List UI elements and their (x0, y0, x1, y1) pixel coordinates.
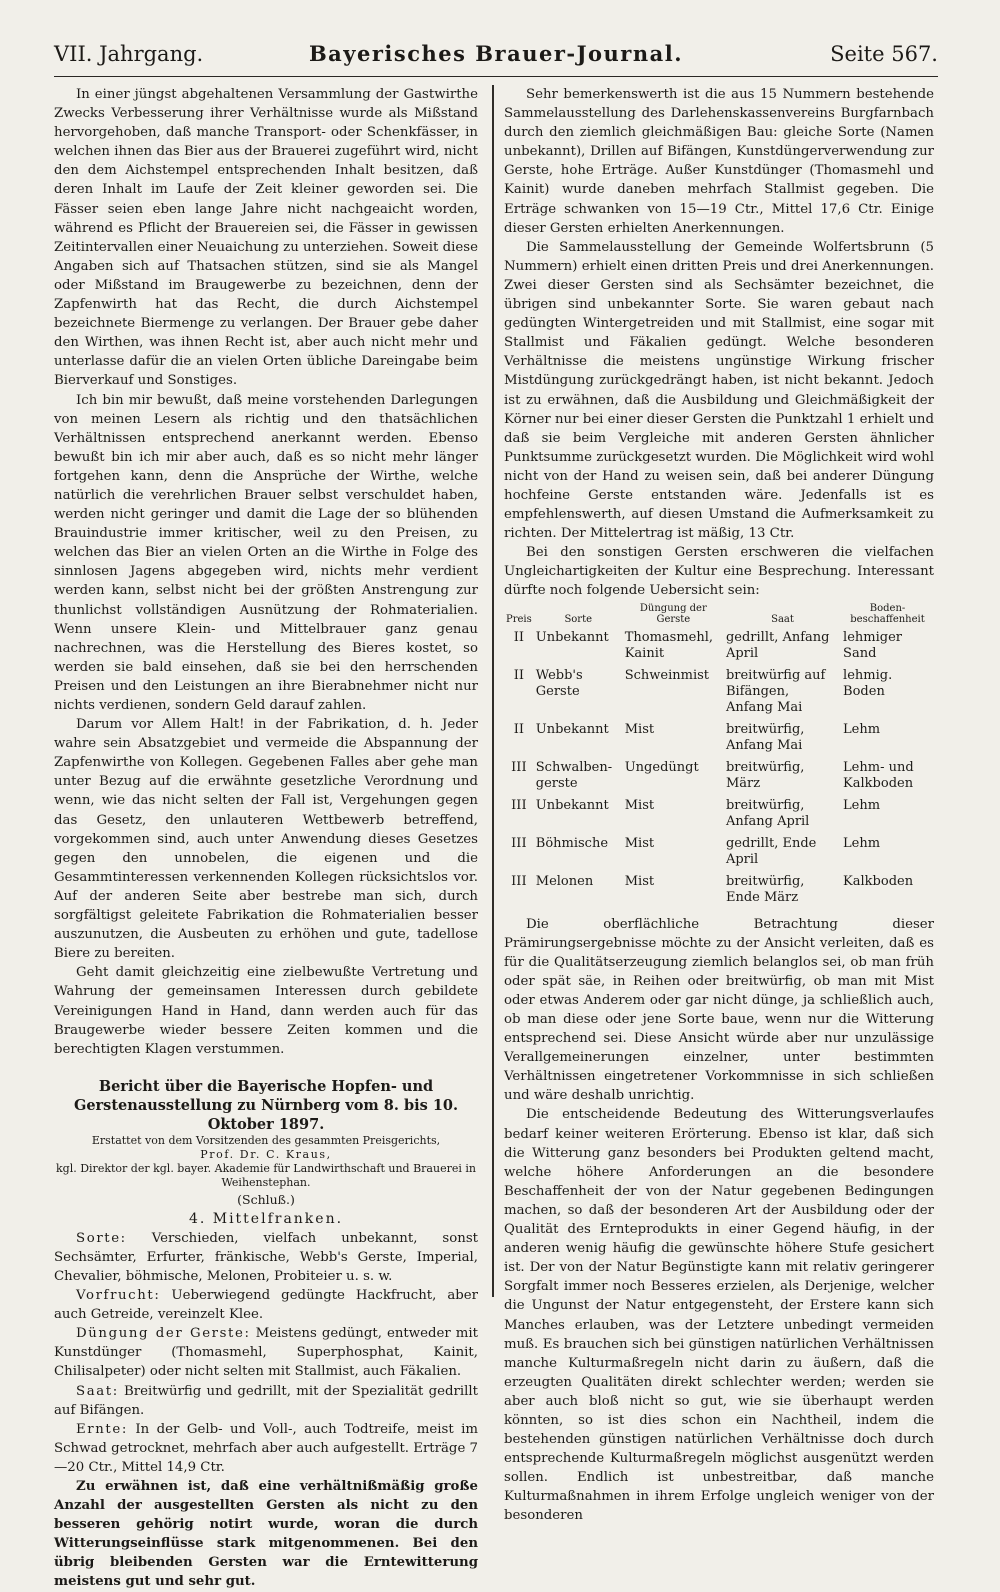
table-cell: Lehm (843, 721, 881, 737)
report-author-name: Prof. Dr. C. Kraus, (200, 1147, 332, 1161)
table-cell: II (513, 629, 525, 645)
table-cell: Unbekannt (535, 629, 609, 645)
left-column (54, 85, 486, 1590)
table-cell: Schwalben-gerste (535, 759, 613, 791)
table-cell: Thomasmehl, Kainit (624, 629, 714, 661)
table-row (504, 757, 934, 795)
table-cell: breitwürfig, Anfang April (725, 797, 810, 829)
column-header-sorte: Sorte (564, 613, 593, 625)
field-label: Vorfrucht: (76, 1288, 161, 1304)
paragraph: Bei den sonstigen Gersten erschweren die vielfachen Ungleichartigkeiten der Kultur eine Besprechung. Interessant dürfte noch folgende Uebersicht sein: (504, 545, 934, 599)
paragraph: Darum vor Allem Halt! in der Fabrikation, d. h. Jeder wahre sein Absatzgebiet und vermeide die Abspannung der Zapfenwirthe von Kollegen. Gegebenen Falles aber gehe man unter Bezug auf die erwähnte gesetzliche Verordnung und wenn, wie das nicht selten der Fall ist, Vergehungen gegen das Gesetz, den unlauteren Wettbewerb betreffend, vorgekommen sind, auch unter Anwendung dieses Gesetzes gegen den unnobelen, die eigenen und die Gesammtinteressen verkennenden Kollegen rücksichtslos vor. Auf der anderen Seite aber bestrebe man sich, durch sorgfältigst geleitete Fabrikation die Rohmaterialien besser auszunutzen, die Ausbeuten zu erhöhen und gute, tadellose Biere zu bereiten. (54, 717, 478, 962)
table-cell: Lehm- und Kalkboden (843, 759, 914, 791)
closing-paragraph: Zu erwähnen ist, daß eine verhältnißmäßig große Anzahl der ausgestellten Gersten als nicht zu den besseren gehörig notirt wurde, woran die durch Witterungseinflüsse stark mitgenommenen. Bei den übrig bleibenden Gersten war die Erntewitterung meistens gut und sehr gut. (54, 1479, 478, 1590)
page-header (54, 36, 938, 77)
table-cell: Mist (624, 721, 655, 737)
table-row (504, 871, 934, 909)
field-text: Meistens gedüngt, entweder mit Kunstdünger (Thomasmehl, Superphosphat, Kainit, Chilisalpeter) oder nicht selten mit Stallmist, auch Fäkalien. (54, 1326, 478, 1380)
table-cell: Lehm (843, 797, 881, 813)
column-header-preis: Preis (506, 613, 532, 625)
table-cell: Unbekannt (535, 797, 609, 813)
field-entry (54, 1286, 478, 1324)
right-column (500, 85, 934, 1524)
paragraph: Die oberflächliche Betrachtung dieser Prämirungsergebnisse möchte zu der Ansicht verleiten, daß es für die Qualitätserzeugung ziemlich belanglos sei, ob man früh oder spät säe, in Reihen oder breitwürfig, ob man mit Mist oder etwas Anderem oder gar nicht dünge, ja schließlich auch, ob man diese oder jene Sorte baue, wenn nur die Witterung entsprechend sei. Diese Ansicht würde aber nur unzulässige Verallgemeinerungen einzelner, unter bestimmten Verhältnissen eingetretener Vorkommnisse in sich schließen und wäre deshalb unrichtig. (504, 916, 934, 1104)
field-text: In der Gelb- und Voll-, auch Todtreife, meist im Schwad getrocknet, mehrfach aber auch aufgestellt. Erträge 7—20 Ctr., Mittel 14,9 Ctr. (54, 1421, 478, 1475)
table-cell: III (511, 759, 527, 775)
table-cell: breitwürfig, Anfang Mai (725, 721, 805, 753)
paragraph: Ich bin mir bewußt, daß meine vorstehenden Darlegungen von meinen Lesern als richtig und den thatsächlichen Verhältnissen entsprechend anerkannt werden. Ebenso bewußt bin ich mir aber auch, daß es so nicht mehr länger fortgehen kann, denn die Ansprüche der Wirthe, welche natürlich die verehrlichen Brauer selbst verschuldet haben, werden nicht geringer und damit die Lage der so blühenden Brauindustrie immer kritischer, weil zu den Preisen, zu welchen das Bier an vielen Orten an die Wirthe in Folge des sinnlosen Jagens abgegeben wird, nichts mehr verdient werden kann, selbst nicht bei der größten Anstrengung zur thunlichst vollständigen Ausnützung der Rohmaterialien. Wenn unsere Klein- und Mittelbrauer ganz genau nachrechnen, was die Herstellung des Bieres kostet, so werden sie bald einsehen, daß sie bei den herrschenden Preisen und den Leistungen an ihre Bierabnehmer nicht nur nichts verdienen, sondern Geld darauf zahlen. (54, 392, 478, 713)
table-cell: Lehm (843, 835, 881, 851)
section-heading: 4. Mittelfranken. (188, 1210, 344, 1227)
table-cell: II (513, 667, 525, 683)
table-cell: III (511, 873, 527, 889)
table-cell: Böhmische (535, 835, 609, 851)
table-cell: breitwürfig, Ende März (725, 873, 805, 905)
paragraph: Die entscheidende Bedeutung des Witterungsverlaufes bedarf keiner weiteren Erörterung. Ebenso ist klar, daß sich die Witterung ganz besonders bei Produkten geltend macht, welche höhere Anforderungen an die besondere Beschaffenheit der von der Natur gegebenen Bedingungen machen, so daß der besonderen Art der Ausbildung oder der Qualität des Ernteprodukts in einer Gegend häufig, in der anderen wenig häufig die gewünschte höhere Stufe gesichert ist. Der von der Natur Begünstigte kann mit relativ geringerer Sorgfalt immer noch Besseres erzielen, als Derjenige, welcher die Ungunst der Natur entgegensteht, der Erstere kann sich Manches erlauben, was der Letztere unbedingt vermeiden muß. Es brauchen sich bei günstigen natürlichen Verhältnissen manche Kulturmaßregeln nicht darin zu äußern, daß die erzeugten Qualitäten direkt schlechter werden; werden sie aber auch bloß nicht so gut, wie sie überhaupt werden könnten, so ist dies schon ein Nachtheil, indem die bestehenden günstigen natürlichen Verhältnisse doch durch entsprechende Kulturmaßregeln möglichst ausgenützt werden sollen. Endlich ist unbestreitbar, daß manche Kulturmaßnahmen in ihrem Erfolge ungleich weniger von der besonderen (504, 1107, 934, 1524)
field-entry (54, 1324, 478, 1381)
table-row (504, 833, 934, 871)
table-cell: gedrillt, Ende April (725, 835, 817, 867)
report-author-affiliation: kgl. Direktor der kgl. bayer. Akademie für Landwirthschaft und Brauerei in Weihenstephan. (56, 1161, 476, 1189)
table-cell: lehmiger Sand (843, 629, 902, 661)
table-cell: Kalkboden (843, 873, 914, 889)
field-entry (54, 1420, 478, 1477)
table-cell: lehmig. Boden (843, 667, 893, 699)
table-cell: Ungedüngt (624, 759, 699, 775)
column-header-duengung: Düngung der Gerste (639, 602, 707, 625)
table-cell: Melonen (535, 873, 594, 889)
barley-overview-table (504, 603, 934, 909)
field-label: Saat: (76, 1383, 119, 1399)
field-text: Ueberwiegend gedüngte Hackfrucht, aber auch Getreide, vereinzelt Klee. (54, 1288, 479, 1323)
table-row (504, 795, 934, 833)
table-cell: Mist (624, 835, 655, 851)
volume-label: VII. Jahrgang. (54, 42, 204, 66)
table-cell: breitwürfig, März (725, 759, 805, 791)
table-cell: breitwürfig auf Bifängen, Anfang Mai (725, 667, 826, 715)
table-row (504, 627, 934, 665)
table-cell: III (511, 797, 527, 813)
conclusion-marker: (Schluß.) (237, 1191, 295, 1207)
paragraph: Sehr bemerkenswerth ist die aus 15 Nummern bestehende Sammelausstellung des Darlehenskassenvereins Burgfarnbach durch den ziemlich gleichmäßigen Bau: gleiche Sorte (Namen unbekannt), Drillen auf Bifängen, Kunstdüngerverwendung zur Gerste, hohe Erträge. Außer Kunstdünger (Thomasmehl und Kainit) wurde daneben mehrfach Stallmist gegeben. Die Erträge schwanken von 15—19 Ctr., Mittel 17,6 Ctr. Einige dieser Gersten erhielten Anerkennungen. (504, 87, 934, 236)
paragraph: Die Sammelausstellung der Gemeinde Wolfertsbrunn (5 Nummern) erhielt einen dritten Preis und drei Anerkennungen. Zwei dieser Gersten sind als Sechsämter bezeichnet, die übrigen sind unbekannter Sorte. Sie waren gebaut nach gedüngten Wintergetreiden und mit Stallmist, eine sogar mit Stallmist und Fäkalien gedüngt. Welche besonderen Verhältnisse die meistens ungünstige Wirkung frischer Mistdüngung zurückgedrängt haben, ist nicht bekannt. Jedoch ist zu erwähnen, daß die Ausbildung und Gleichmäßigkeit der Körner nur bei einer dieser Gersten die Punktzahl 1 erhielt und daß sie beim Vergleiche mit anderen Gersten ähnlicher Punktsumme zurückgesetzt wurden. Die Möglichkeit wird wohl nicht von der Hand zu weisen sein, daß bei anderer Düngung hochfeine Gerste entstanden wäre. Jedenfalls ist es empfehlenswerth, auf diesen Umstand die Aufmerksamkeit zu richten. Der Mittelertrag ist mäßig, 13 Ctr. (504, 239, 934, 542)
table-cell: Mist (624, 797, 655, 813)
table-row (504, 665, 934, 719)
field-label: Düngung der Gerste: (76, 1326, 251, 1342)
column-divider (492, 85, 494, 1297)
field-text: Verschieden, vielfach unbekannt, sonst Sechsämter, Erfurter, fränkische, Webb's Gerste, Imperial, Chevalier, böhmische, Melonen, Probiteier u. s. w. (54, 1230, 478, 1284)
paragraph: Geht damit gleichzeitig eine zielbewußte Vertretung und Wahrung der gemeinsamen Interessen durch gebildete Vereinigungen Hand in Hand, dann werden auch für das Braugewerbe wieder bessere Zeiten kommen und die berechtigten Klagen verstummen. (54, 965, 478, 1057)
column-layout (54, 85, 938, 1590)
report-title: Bericht über die Bayerische Hopfen- und Gerstenausstellung zu Nürnberg vom 8. bis 10. Oktober 1897. (73, 1077, 459, 1133)
report-author-line: Erstattet von dem Vorsitzenden des gesammten Preisgerichts, (91, 1133, 441, 1147)
field-text: Breitwürfig und gedrillt, mit der Spezialität gedrillt auf Bifängen. (54, 1383, 478, 1418)
field-label: Ernte: (76, 1421, 128, 1437)
table-cell: III (511, 835, 527, 851)
page-number: Seite 567. (830, 42, 938, 66)
table-cell: Webb's Gerste (535, 667, 583, 699)
table-cell: gedrillt, Anfang April (725, 629, 830, 661)
table-cell: Schweinmist (624, 667, 710, 683)
column-header-saat: Saat (771, 613, 794, 625)
paragraph: In einer jüngst abgehaltenen Versammlung der Gastwirthe Zwecks Verbesserung ihrer Verhältnisse wurde als Mißstand hervorgehoben, daß manche Transport- oder Schenkfässer, in welchen ihnen das Bier aus der Brauerei zugeführt wird, nicht den dem Aichstempel entsprechenden Inhalt besitzen, daß deren Inhalt im Laufe der Zeit kleiner geworden sei. Die Fässer seien eben lange Jahre nicht nachgeaicht worden, während es Pflicht der Brauereien sei, die Fässer in gewissen Zeitintervallen einer Neuaichung zu unterziehen. Soweit diese Angaben sich auf Thatsachen stützen, sind sie als Mangel oder Mißstand im Braugewerbe zu bezeichnen, denn der Zapfenwirth hat das Recht, die durch Aichstempel bezeichnete Biermenge zu verlangen. Der Brauer gebe daher den Wirthen, was ihnen Recht ist, aber auch nicht mehr und unterlasse dafür die an vielen Orten übliche Dareingabe beim Bierverkauf und Sonstiges. (54, 87, 478, 389)
field-label: Sorte: (76, 1230, 127, 1246)
table-cell: Mist (624, 873, 655, 889)
field-entry (54, 1382, 478, 1420)
table-cell: II (513, 721, 525, 737)
table-cell: Unbekannt (535, 721, 609, 737)
column-header-boden: Boden-beschaffenheit (850, 602, 925, 625)
field-entry (54, 1229, 478, 1286)
table-header-row (504, 603, 934, 627)
journal-title: Bayerisches Brauer-Journal. (308, 41, 684, 66)
table-row (504, 719, 934, 757)
